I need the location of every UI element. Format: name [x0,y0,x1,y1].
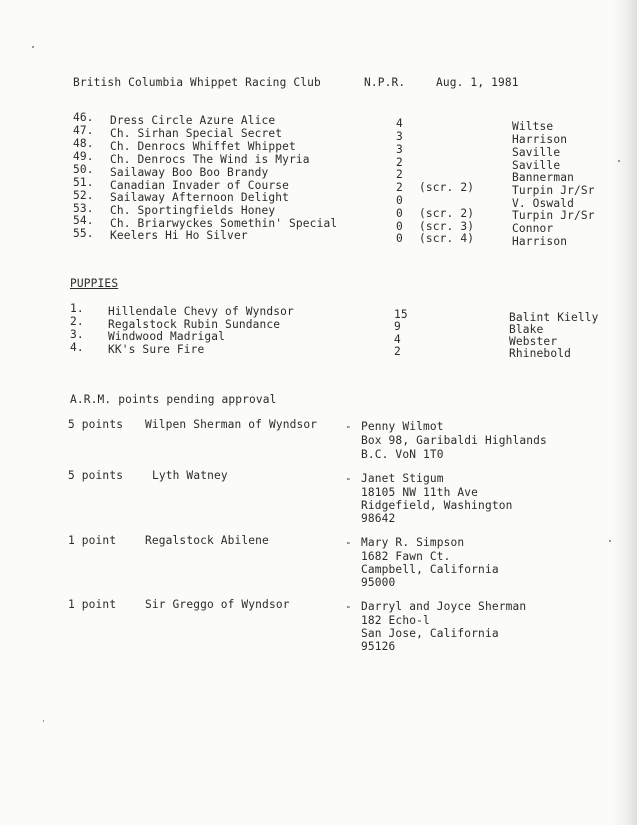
points: 2 [396,156,403,169]
dog-name: Ch. Denrocs Whiffet Whippet [110,140,296,153]
dog-name: Ch. Briarwyckes Somethin' Special [110,217,338,230]
dog-name: Windwood Madrigal [108,330,226,343]
arm-address-line: 18105 NW 11th Ave [361,486,479,499]
arm-address-line: Penny Wilmot [361,420,444,433]
entry-number: 2. [70,315,84,328]
entry-number: 47. [73,124,94,137]
points: 15 [394,308,408,321]
entry-number: 52. [73,189,94,202]
owner: Balint Kielly [509,311,599,324]
arm-dash: - [345,472,352,485]
dog-name: Ch. Denrocs The Wind is Myria [110,153,310,166]
arm-dog-name: Sir Greggo of Wyndsor [145,598,290,611]
entry-number: 51. [73,176,94,189]
dog-name: Dress Circle Azure Alice [110,114,276,127]
arm-points: 5 points [68,469,124,482]
points: 2 [396,181,403,194]
dog-name: KK's Sure Fire [108,343,205,356]
owner: Connor [512,222,554,235]
points: 4 [396,117,403,130]
points: 4 [394,333,401,346]
entry-number: 1. [70,302,84,315]
owner: Saville [512,146,561,159]
scan-speck [43,720,44,722]
owner: Saville [512,159,561,172]
dog-name: Ch. Sirhan Special Secret [110,127,283,140]
points: 2 [396,168,403,181]
dog-name: Regalstock Rubin Sundance [108,318,281,331]
entry-number: 54. [73,214,94,227]
arm-points: 1 point [68,534,117,547]
club-title: British Columbia Whippet Racing Club [73,76,321,89]
entry-number: 3. [70,328,84,341]
arm-address-line: 95000 [361,576,396,589]
points: 9 [394,320,401,333]
arm-dog-name: Lyth Watney [152,469,228,482]
arm-address-line: San Jose, California [361,627,499,640]
scan-speck [618,160,620,162]
dog-name: Ch. Sportingfields Honey [110,204,276,217]
points: 3 [396,130,403,143]
dog-name: Sailaway Afternoon Delight [110,191,290,204]
dog-name: Canadian Invader of Course [110,179,290,192]
owner: Rhinebold [509,347,571,360]
arm-address-line: 182 Echo-l [361,614,430,627]
owner: Turpin Jr/Sr [512,209,595,222]
arm-address-line: Campbell, California [361,563,499,576]
arm-address-line: 1682 Fawn Ct. [361,550,451,563]
dog-name: Keelers Hi Ho Silver [110,229,248,242]
arm-dog-name: Wilpen Sherman of Wyndsor [145,418,318,431]
points: 3 [396,143,403,156]
entry-number: 4. [70,341,84,354]
arm-address-line: Darryl and Joyce Sherman [361,600,527,613]
arm-dog-name: Regalstock Abilene [145,534,269,547]
points: 0 [396,232,403,245]
puppies-heading: PUPPIES [70,277,119,290]
points: 2 [394,345,401,358]
owner: Webster [509,335,558,348]
owner: Blake [509,323,544,336]
arm-address-line: Box 98, Garibaldi Highlands [361,434,547,447]
dog-name: Hillendale Chevy of Wyndsor [108,305,294,318]
points: 0 [396,194,403,207]
arm-address-line: Ridgefield, Washington [361,499,513,512]
entry-number: 46. [73,111,94,124]
points: 0 [396,207,403,220]
scan-speck [32,46,34,48]
owner: Turpin Jr/Sr [512,184,595,197]
points: 0 [396,220,403,233]
entry-number: 53. [73,202,94,215]
arm-dash: - [345,536,352,549]
dog-name: Sailaway Boo Boo Brandy [110,166,269,179]
arm-address-line: 98642 [361,512,396,525]
owner: Harrison [512,235,568,248]
owner: Bannerman [512,171,574,184]
owner: V. Oswald [512,197,574,210]
arm-address-line: Janet Stigum [361,472,444,485]
arm-points: 5 points [68,418,124,431]
arm-points: 1 point [68,598,117,611]
entry-number: 49. [73,150,94,163]
arm-address-line: Mary R. Simpson [361,536,465,549]
entry-number: 55. [73,227,94,240]
entry-number: 48. [73,137,94,150]
owner: Harrison [512,133,568,146]
arm-address-line: 95126 [361,640,396,653]
arm-heading: A.R.M. points pending approval [70,393,277,406]
arm-address-line: B.C. VoN 1T0 [361,448,444,461]
entry-number: 50. [73,163,94,176]
npr-label: N.P.R. [364,76,406,89]
document-date: Aug. 1, 1981 [436,76,519,89]
arm-dash: - [345,420,352,433]
scratch-note: (scr. 3) [419,220,475,233]
scratch-note: (scr. 2) [419,207,475,220]
scratch-note: (scr. 2) [419,181,475,194]
scratch-note: (scr. 4) [419,232,475,245]
arm-dash: - [345,600,352,613]
owner: Wiltse [512,120,554,133]
scan-speck [609,540,611,542]
scan-edge-shadow [611,0,637,825]
